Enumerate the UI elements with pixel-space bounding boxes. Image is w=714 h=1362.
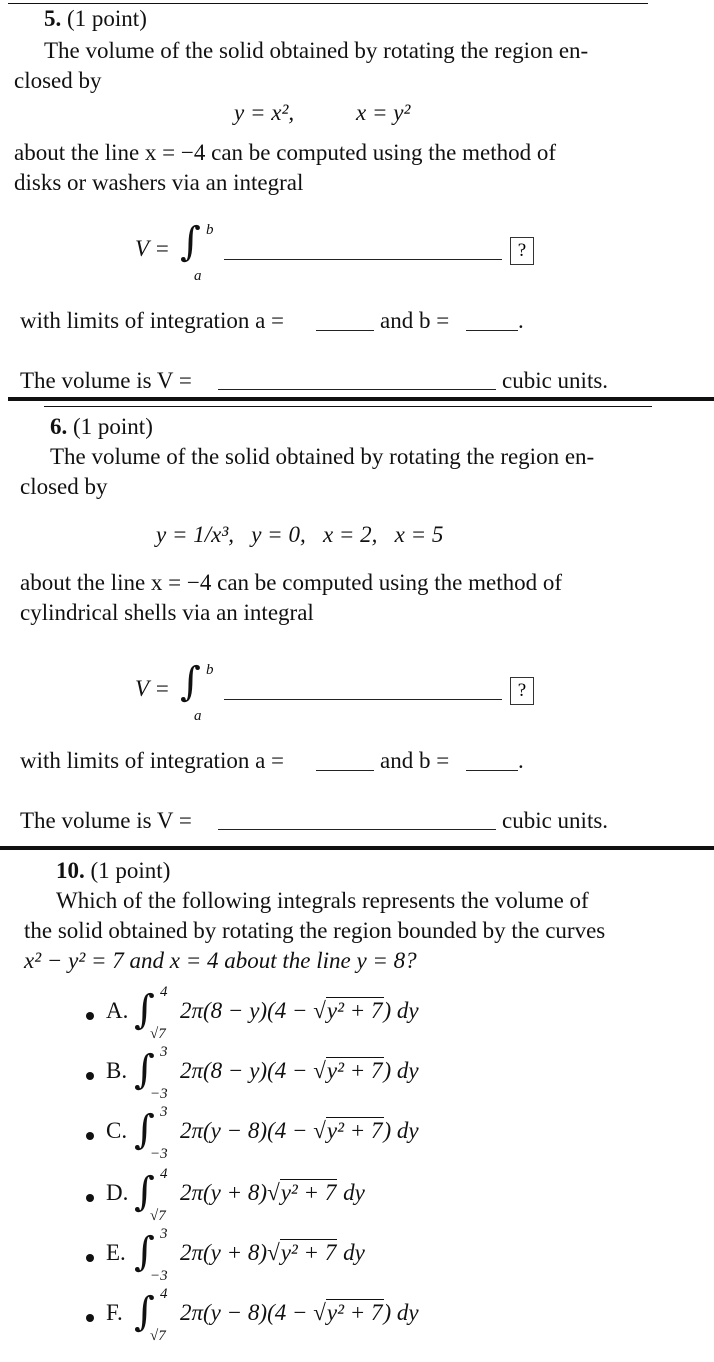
problem6-integrand-input[interactable] xyxy=(224,699,502,700)
option-integral-sign: ∫ xyxy=(134,1047,155,1093)
problem5-help-button[interactable]: ? xyxy=(510,237,534,265)
option-upper-limit: 4 xyxy=(160,1286,168,1302)
top-rule xyxy=(8,3,648,4)
problem10-number: 10. xyxy=(56,858,85,883)
option-lower-limit: −3 xyxy=(150,1086,168,1102)
separator-6-10 xyxy=(0,846,714,850)
problem5-limits-label xyxy=(20,308,284,334)
sqrt-symbol: √ xyxy=(313,1300,326,1325)
problem6-text-line3: about the line x = −4 can be computed using the method of xyxy=(20,570,563,595)
problem5-lower-limit: a xyxy=(194,268,202,284)
option-radicand: y² + 7 xyxy=(326,1300,383,1325)
problem5-units: cubic units. xyxy=(502,368,609,393)
problem6-help-button[interactable]: ? xyxy=(510,677,534,705)
option-integrand-post: dy xyxy=(337,1180,365,1205)
option-radicand: y² + 7 xyxy=(326,998,383,1023)
problem6-period: . xyxy=(518,748,524,773)
option-integrand xyxy=(180,1058,419,1084)
option-integrand-pre: 2π(y + 8) xyxy=(180,1240,268,1265)
option-radicand: y² + 7 xyxy=(326,1058,383,1083)
option-integrand-post: dy xyxy=(337,1240,365,1265)
option-integrand-pre: 2π(y − 8)(4 − xyxy=(180,1118,314,1143)
option-integral-sign: ∫ xyxy=(134,1289,155,1335)
option-integral-sign: ∫ xyxy=(134,1229,155,1275)
problem6-curves: y = 1/x³, y = 0, x = 2, x = 5 xyxy=(156,522,444,547)
problem5-integral-sign: ∫ xyxy=(180,219,201,265)
option-bullet xyxy=(86,1132,94,1140)
option-integrand xyxy=(180,1180,365,1206)
problem10-text-line3: x² − y² = 7 and x = 4 about the line y = 8? xyxy=(24,948,417,973)
option-integral-sign: ∫ xyxy=(134,1107,155,1153)
problem5-and-b-label: and b = xyxy=(380,308,450,333)
problem5-text-line1: The volume of the solid obtained by rotating the region en- xyxy=(44,38,589,63)
problem6-volume-label: The volume is V = xyxy=(20,808,192,833)
problem6-text-line4: cylindrical shells via an integral xyxy=(20,600,314,625)
answer-option[interactable] xyxy=(0,1286,714,1356)
option-bullet xyxy=(86,1012,94,1020)
option-lower-limit: −3 xyxy=(150,1146,168,1162)
option-integrand xyxy=(180,998,419,1024)
option-lower-limit: √7 xyxy=(150,1026,166,1042)
problem10-text-line2: the solid obtained by rotating the region bounded by the curves xyxy=(24,918,606,943)
problem6-units: cubic units. xyxy=(502,808,609,833)
answer-option[interactable] xyxy=(0,1166,714,1236)
option-integrand-post: ) dy xyxy=(383,1300,419,1325)
option-lower-limit: −3 xyxy=(150,1268,168,1284)
problem5-integrand-input[interactable] xyxy=(224,259,502,260)
sqrt-symbol: √ xyxy=(267,1240,280,1265)
problem5-number: 5. xyxy=(44,6,62,31)
answer-option[interactable] xyxy=(0,984,714,1054)
option-integrand-post: ) dy xyxy=(383,998,419,1023)
problem6-integral-sign: ∫ xyxy=(180,659,201,705)
sqrt-symbol: √ xyxy=(313,1058,326,1083)
problem5-curve2: x = y² xyxy=(356,100,411,125)
problem5-text-line4: disks or washers via an integral xyxy=(14,170,304,195)
sqrt-symbol: √ xyxy=(313,998,326,1023)
option-integrand xyxy=(180,1300,419,1326)
option-integrand-pre: 2π(8 − y)(4 − xyxy=(180,1058,314,1083)
answer-option[interactable] xyxy=(0,1104,714,1174)
option-lower-limit: √7 xyxy=(150,1328,166,1344)
problem5-volume-input[interactable] xyxy=(218,389,496,390)
problem5-header xyxy=(44,6,147,32)
option-radicand: y² + 7 xyxy=(280,1240,337,1265)
option-lower-limit: √7 xyxy=(150,1208,166,1224)
problem10-text-line1: Which of the following integrals represents the volume of xyxy=(56,888,589,913)
option-upper-limit: 3 xyxy=(160,1044,168,1060)
option-bullet xyxy=(86,1072,94,1080)
problem6-limits-label: with limits of integration a = xyxy=(20,748,285,773)
problem6-upper-limit: b xyxy=(206,662,214,678)
separator-5-6-thin xyxy=(44,406,652,407)
problem5-text-line3: about the line x = −4 can be computed using the method of xyxy=(14,140,557,165)
problem6-text-line2: closed by xyxy=(20,474,108,499)
option-integral-sign: ∫ xyxy=(134,987,155,1033)
problem6-header xyxy=(50,414,153,440)
option-bullet xyxy=(86,1314,94,1322)
answer-option[interactable] xyxy=(0,1226,714,1296)
option-label: F. xyxy=(106,1300,123,1325)
option-bullet xyxy=(86,1194,94,1202)
option-integral-sign: ∫ xyxy=(134,1169,155,1215)
problem5-upper-limit: b xyxy=(206,222,214,238)
problem6-lower-limit: a xyxy=(194,708,202,724)
option-label: B. xyxy=(106,1058,128,1083)
problem6-a-input[interactable] xyxy=(316,770,374,771)
problem5-points: (1 point) xyxy=(67,6,147,31)
problem10-header xyxy=(56,858,170,884)
option-label: A. xyxy=(106,998,129,1023)
problem6-v-label: V = xyxy=(135,676,170,701)
option-upper-limit: 3 xyxy=(160,1104,168,1120)
problem10-points: (1 point) xyxy=(90,858,171,883)
sqrt-symbol: √ xyxy=(267,1180,280,1205)
option-bullet xyxy=(86,1254,94,1262)
option-upper-limit: 3 xyxy=(160,1226,168,1242)
separator-5-6 xyxy=(8,397,714,401)
option-label: C. xyxy=(106,1118,128,1143)
answer-option[interactable] xyxy=(0,1044,714,1114)
problem6-and-b-label: and b = xyxy=(380,748,450,773)
option-integrand-post: ) dy xyxy=(383,1118,419,1143)
problem6-b-input[interactable] xyxy=(466,770,518,771)
option-radicand: y² + 7 xyxy=(280,1180,337,1205)
problem5-limits-text: with limits of integration a = xyxy=(20,308,285,333)
problem5-curve1: y = x², xyxy=(234,100,295,125)
option-upper-limit: 4 xyxy=(160,984,168,1000)
option-label: D. xyxy=(106,1180,129,1205)
option-radicand: y² + 7 xyxy=(326,1118,383,1143)
problem5-text-line2: closed by xyxy=(14,68,102,93)
problem6-text-line1: The volume of the solid obtained by rotating the region en- xyxy=(50,444,595,469)
problem5-v-label: V = xyxy=(135,236,170,261)
option-integrand-pre: 2π(y − 8)(4 − xyxy=(180,1300,314,1325)
problem6-points: (1 point) xyxy=(73,414,153,439)
problem5-volume-label: The volume is V = xyxy=(20,368,192,393)
option-integrand-pre: 2π(y + 8) xyxy=(180,1180,268,1205)
option-integrand-post: ) dy xyxy=(383,1058,419,1083)
problem6-number: 6. xyxy=(50,414,68,439)
problem5-b-input[interactable] xyxy=(466,330,518,331)
option-integrand xyxy=(180,1240,365,1266)
problem5-period: . xyxy=(518,308,524,333)
option-integrand-pre: 2π(8 − y)(4 − xyxy=(180,998,314,1023)
problem5-a-input[interactable] xyxy=(316,330,374,331)
option-label: E. xyxy=(106,1240,126,1265)
problem6-volume-input[interactable] xyxy=(218,829,496,830)
option-upper-limit: 4 xyxy=(160,1166,168,1182)
option-integrand xyxy=(180,1118,419,1144)
sqrt-symbol: √ xyxy=(313,1118,326,1143)
